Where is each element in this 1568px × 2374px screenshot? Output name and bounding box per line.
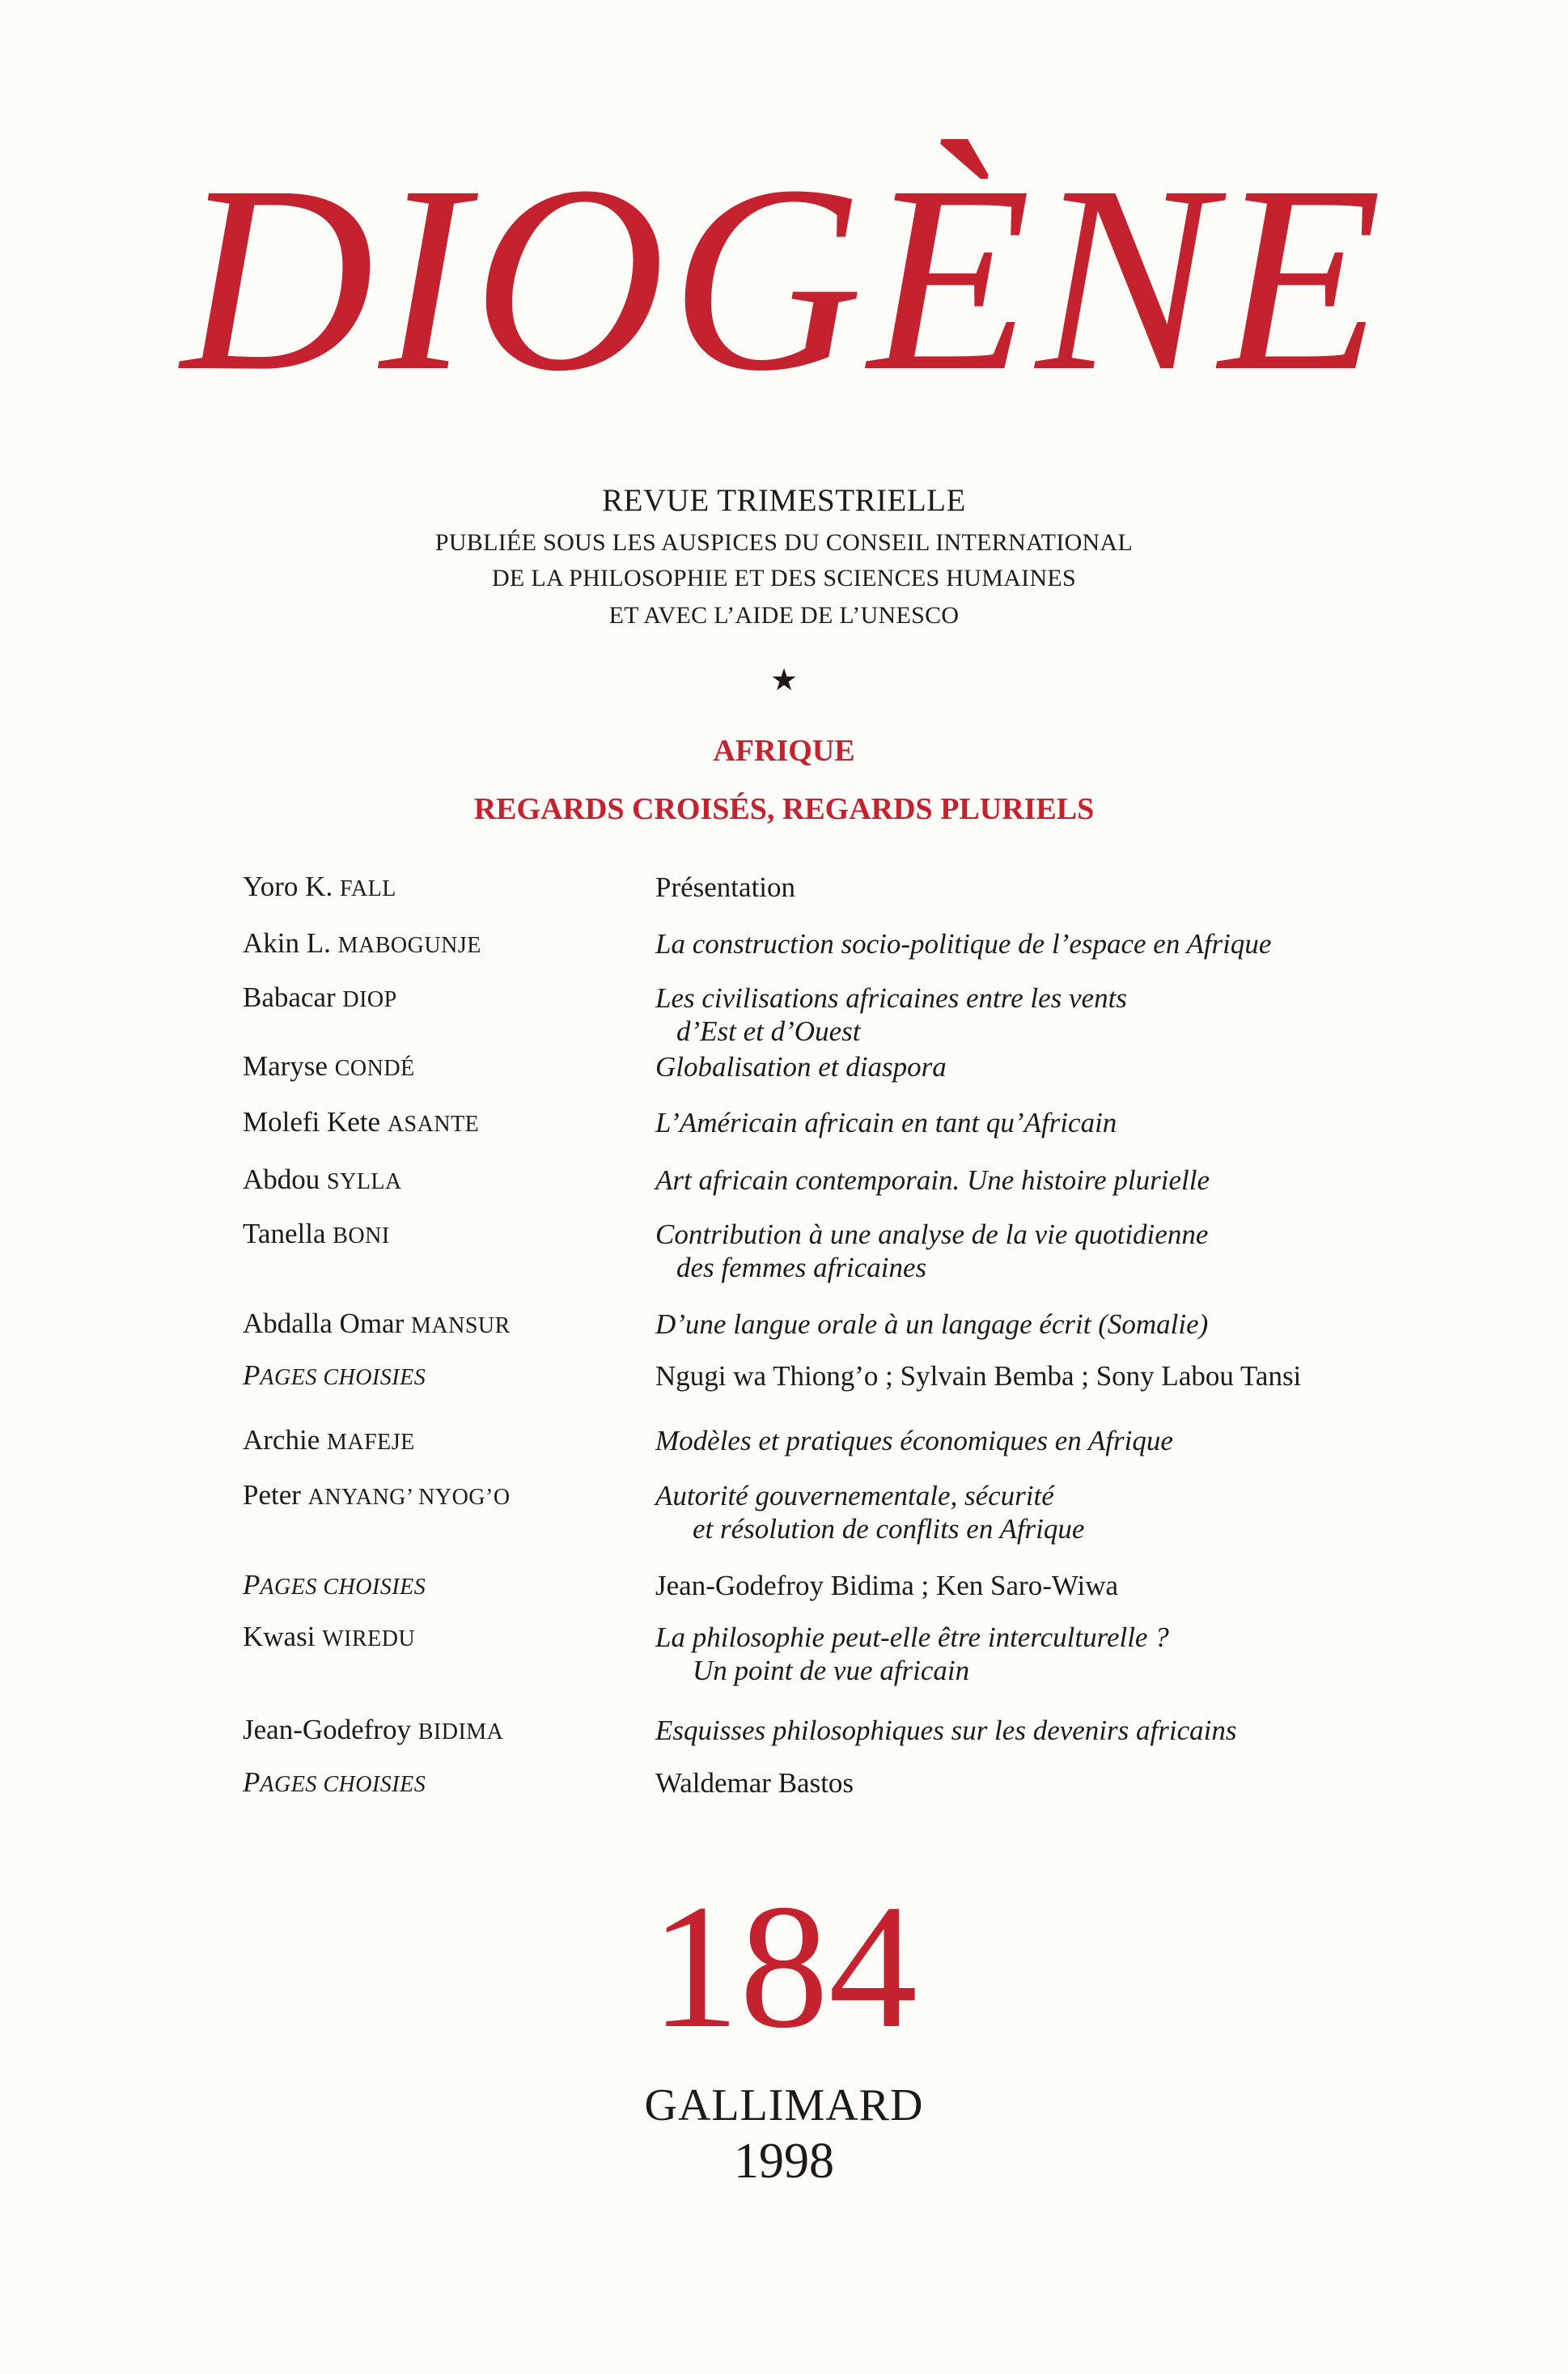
- article-title: [655, 927, 1271, 960]
- author-last: WIREDU: [322, 1626, 416, 1651]
- article-title: [655, 1050, 947, 1083]
- article-title-line: La philosophie peut-elle être interculturelle ?: [655, 1622, 1169, 1653]
- author-first: Tanella: [243, 1218, 333, 1249]
- article-title: [655, 1164, 1210, 1197]
- article-title-line: Contribution à une analyse de la vie quotidienne: [655, 1219, 1209, 1250]
- author-first: Maryse: [243, 1050, 335, 1082]
- article-title-line: La construction socio-politique de l’espace en Afrique: [655, 928, 1272, 960]
- issue-theme-subtitle: REGARDS CROISÉS, REGARDS PLURIELS: [473, 792, 1095, 826]
- article-title: [655, 1308, 1208, 1341]
- pages-choisies-label: [243, 1766, 426, 1799]
- subtitle-line: ET AVEC L’AIDE DE L’UNESCO: [608, 602, 960, 629]
- author-first: P: [243, 1766, 261, 1798]
- article-title-line: Globalisation et diaspora: [655, 1051, 947, 1083]
- article-title: [655, 1218, 1208, 1284]
- author-last: ANYANG’ NYOG’O: [307, 1485, 511, 1510]
- author-first: Archie: [243, 1424, 327, 1456]
- article-title: [655, 1106, 1117, 1139]
- article-title: [655, 1424, 1173, 1457]
- article-title-line: D’une langue orale à un langage écrit (Somalie): [655, 1308, 1209, 1340]
- article-title: [655, 1714, 1236, 1747]
- author-last: MAFEJE: [326, 1430, 415, 1455]
- author-last: FALL: [339, 876, 396, 901]
- author-first: Jean-Godefroy: [243, 1714, 418, 1745]
- author-last: AGES CHOISIES: [260, 1772, 426, 1797]
- author-first: Akin L.: [243, 927, 338, 959]
- author-name: [243, 927, 481, 960]
- author-first: P: [243, 1569, 261, 1600]
- author-name: [243, 1164, 402, 1196]
- article-title-line: Modèles et pratiques économiques en Afrique: [655, 1425, 1173, 1456]
- article-title-line: Waldemar Bastos: [655, 1767, 854, 1799]
- author-first: Kwasi: [243, 1621, 323, 1652]
- author-last: BIDIMA: [417, 1719, 504, 1744]
- subtitle-line: DE LA PHILOSOPHIE ET DES SCIENCES HUMAINES: [491, 565, 1077, 591]
- article-title: [655, 981, 1127, 1048]
- issue-theme-title: AFRIQUE: [713, 734, 855, 768]
- author-last: MANSUR: [410, 1313, 511, 1338]
- author-name: [243, 1308, 511, 1340]
- author-first: Yoro K.: [243, 871, 340, 902]
- article-title-line: Présentation: [655, 871, 796, 903]
- author-last: AGES CHOISIES: [260, 1575, 426, 1600]
- journal-title: DIOGÈNE: [180, 131, 1388, 426]
- author-name: [243, 981, 397, 1014]
- author-last: DIOP: [342, 987, 397, 1012]
- article-title-line: L’Américain africain en tant qu’Africain: [655, 1107, 1117, 1138]
- article-title-line: Autorité gouvernementale, sécurité: [655, 1480, 1054, 1511]
- author-first: P: [243, 1359, 261, 1391]
- author-first: Abdou: [243, 1164, 328, 1195]
- author-name: [243, 1050, 415, 1083]
- article-title: [655, 1569, 1118, 1602]
- article-title-line: Jean-Godefroy Bidima ; Ken Saro-Wiwa: [655, 1570, 1119, 1601]
- author-first: Abdalla Omar: [243, 1308, 411, 1339]
- journal-subtitle: REVUE TRIMESTRIELLE: [602, 483, 966, 518]
- author-last: MABOGUNJE: [337, 933, 481, 958]
- star-ornament: ★: [769, 663, 799, 697]
- article-title-line: Art africain contemporain. Une histoire plurielle: [655, 1164, 1210, 1196]
- author-first: Molefi Kete: [243, 1106, 388, 1138]
- author-name: [243, 1106, 479, 1138]
- issue-number: 184: [651, 1867, 917, 2065]
- article-title-line: Esquisses philosophiques sur les devenirs africains: [655, 1715, 1237, 1746]
- article-title: [655, 1359, 1301, 1393]
- author-last: BONI: [333, 1223, 390, 1248]
- author-last: ASANTE: [387, 1112, 480, 1137]
- publisher-name: GALLIMARD: [644, 2080, 924, 2130]
- article-title-line: Un point de vue africain: [693, 1655, 970, 1686]
- article-title-line: Les civilisations africaines entre les vents: [655, 982, 1127, 1014]
- author-last: AGES CHOISIES: [260, 1365, 426, 1390]
- article-title-line: Ngugi wa Thiong’o ; Sylvain Bemba ; Sony Labou Tansi: [655, 1360, 1302, 1392]
- article-title: [655, 1766, 854, 1800]
- pages-choisies-label: [243, 1569, 426, 1601]
- article-title: [655, 1479, 1084, 1545]
- author-last: SYLLA: [327, 1169, 402, 1194]
- publication-year: 1998: [734, 2134, 834, 2189]
- article-title-line: d’Est et d’Ouest: [676, 1015, 861, 1047]
- article-title-line: des femmes africaines: [676, 1252, 927, 1283]
- article-title-line: et résolution de conflits en Afrique: [693, 1513, 1085, 1545]
- subtitle-line: PUBLIÉE SOUS LES AUSPICES DU CONSEIL INTERNATIONAL: [434, 529, 1134, 556]
- article-title: [655, 1621, 1169, 1687]
- article-title: [655, 871, 795, 904]
- author-name: [243, 1218, 390, 1250]
- author-first: Babacar: [243, 981, 343, 1013]
- author-name: [243, 1621, 415, 1653]
- author-name: [243, 1479, 511, 1511]
- author-last: CONDÉ: [334, 1056, 415, 1081]
- author-name: [243, 871, 396, 903]
- author-first: Peter: [243, 1479, 308, 1511]
- author-name: [243, 1714, 503, 1746]
- author-name: [243, 1424, 415, 1456]
- pages-choisies-label: [243, 1359, 426, 1392]
